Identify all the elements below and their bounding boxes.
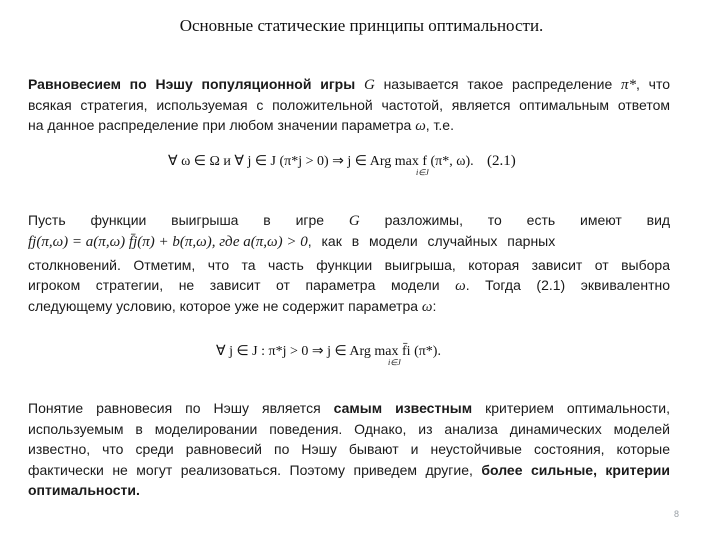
equation-2-1-text: ∀ ω ∈ Ω и ∀ j ∈ J (π*j > 0) ⇒ j ∈ Arg max f (π*, ω). — [168, 154, 474, 169]
text: игре — [295, 212, 325, 228]
text: разложимы, — [384, 212, 463, 228]
equation-no-omega-text: ∀ j ∈ J : π*j > 0 ⇒ j ∈ Arg max f̄i (π*). — [216, 344, 441, 359]
text: игроком стратегии, не зависит от параметра модели — [28, 277, 440, 293]
text: , т.е. — [425, 117, 454, 133]
emphasis-stronger-criteria: более сильные, критерии — [481, 461, 670, 478]
text: фактически не могут реализоваться. Поэтому приведем другие, — [28, 461, 473, 478]
equation-number: (2.1) — [487, 153, 516, 169]
paragraph-decomposable — [28, 210, 670, 316]
p2-line-3: столкновений. Отметим, что та часть функции выигрыша, которая зависит от выбора — [28, 256, 670, 273]
p3-line-4 — [28, 460, 670, 481]
payoff-decomposition-formula: fj(π,ω) = a(π,ω) f̄j(π) + b(π,ω), где a(π,ω) > 0 — [28, 233, 308, 250]
text: следующему условию, которое уже не содержит параметра — [28, 297, 419, 314]
p3-line-3: известно, что среди равновесий по Нэшу бывают и неустойчивые состояния, которые — [28, 441, 670, 457]
text: то — [487, 212, 502, 228]
slide-title: Основные статические принципы оптимальности. — [179, 16, 544, 35]
p2-line-2 — [28, 231, 670, 255]
p3-line-5 — [28, 480, 670, 501]
text: функции — [90, 212, 147, 228]
text: имеют — [580, 212, 622, 228]
emphasis-optimality: оптимальности. — [28, 482, 140, 498]
text: вид — [646, 212, 670, 228]
paragraph-criteria — [28, 398, 670, 501]
page-number: 8 — [673, 509, 679, 519]
p2-line-4 — [28, 275, 670, 296]
text: в — [263, 212, 271, 228]
math-game-g: G — [363, 77, 375, 93]
math-pi-star: π* — [621, 77, 637, 93]
p1-line-3 — [28, 115, 670, 136]
text: , что — [636, 76, 670, 92]
equation-2-1 — [168, 153, 474, 177]
p3-line-2: используемым в моделировании поведения. Однако, из анализа динамических моделей — [28, 420, 670, 437]
paragraph-nash-definition — [28, 74, 670, 136]
term-nash-equilibrium: Равновесием по Нэшу популяционной игры — [28, 76, 356, 92]
text: называется такое распределение — [383, 76, 613, 92]
text: . Тогда (2.1) эквивалентно — [465, 277, 670, 293]
p2-line-1 — [28, 210, 670, 231]
math-omega: ω — [421, 298, 433, 315]
text: критерием оптимальности, — [485, 400, 670, 416]
p1-line-2: всякая стратегия, используемая с положительной частотой, является оптимальным ответом — [28, 96, 670, 113]
text: есть — [526, 212, 556, 228]
p2-line-5 — [28, 296, 670, 317]
text: выигрыша — [171, 212, 239, 228]
math-omega: ω — [455, 278, 466, 294]
text: Понятие равновесия по Нэшу является — [28, 400, 321, 416]
math-omega: ω — [415, 118, 426, 134]
equation-no-omega-limit: i∈J — [388, 358, 401, 367]
equation-2-1-limit: i∈J — [416, 168, 429, 177]
math-game-g: G — [348, 213, 360, 229]
text: на данное распределение при любом значении параметра — [28, 117, 412, 133]
p3-line-1 — [28, 398, 670, 419]
text: : — [432, 297, 437, 314]
emphasis-most-known: самым известным — [333, 400, 473, 416]
equation-no-omega — [216, 343, 441, 367]
text: Пусть — [28, 212, 66, 228]
text: , как в модели случайных парных — [307, 232, 556, 249]
p1-line-1 — [28, 74, 670, 95]
